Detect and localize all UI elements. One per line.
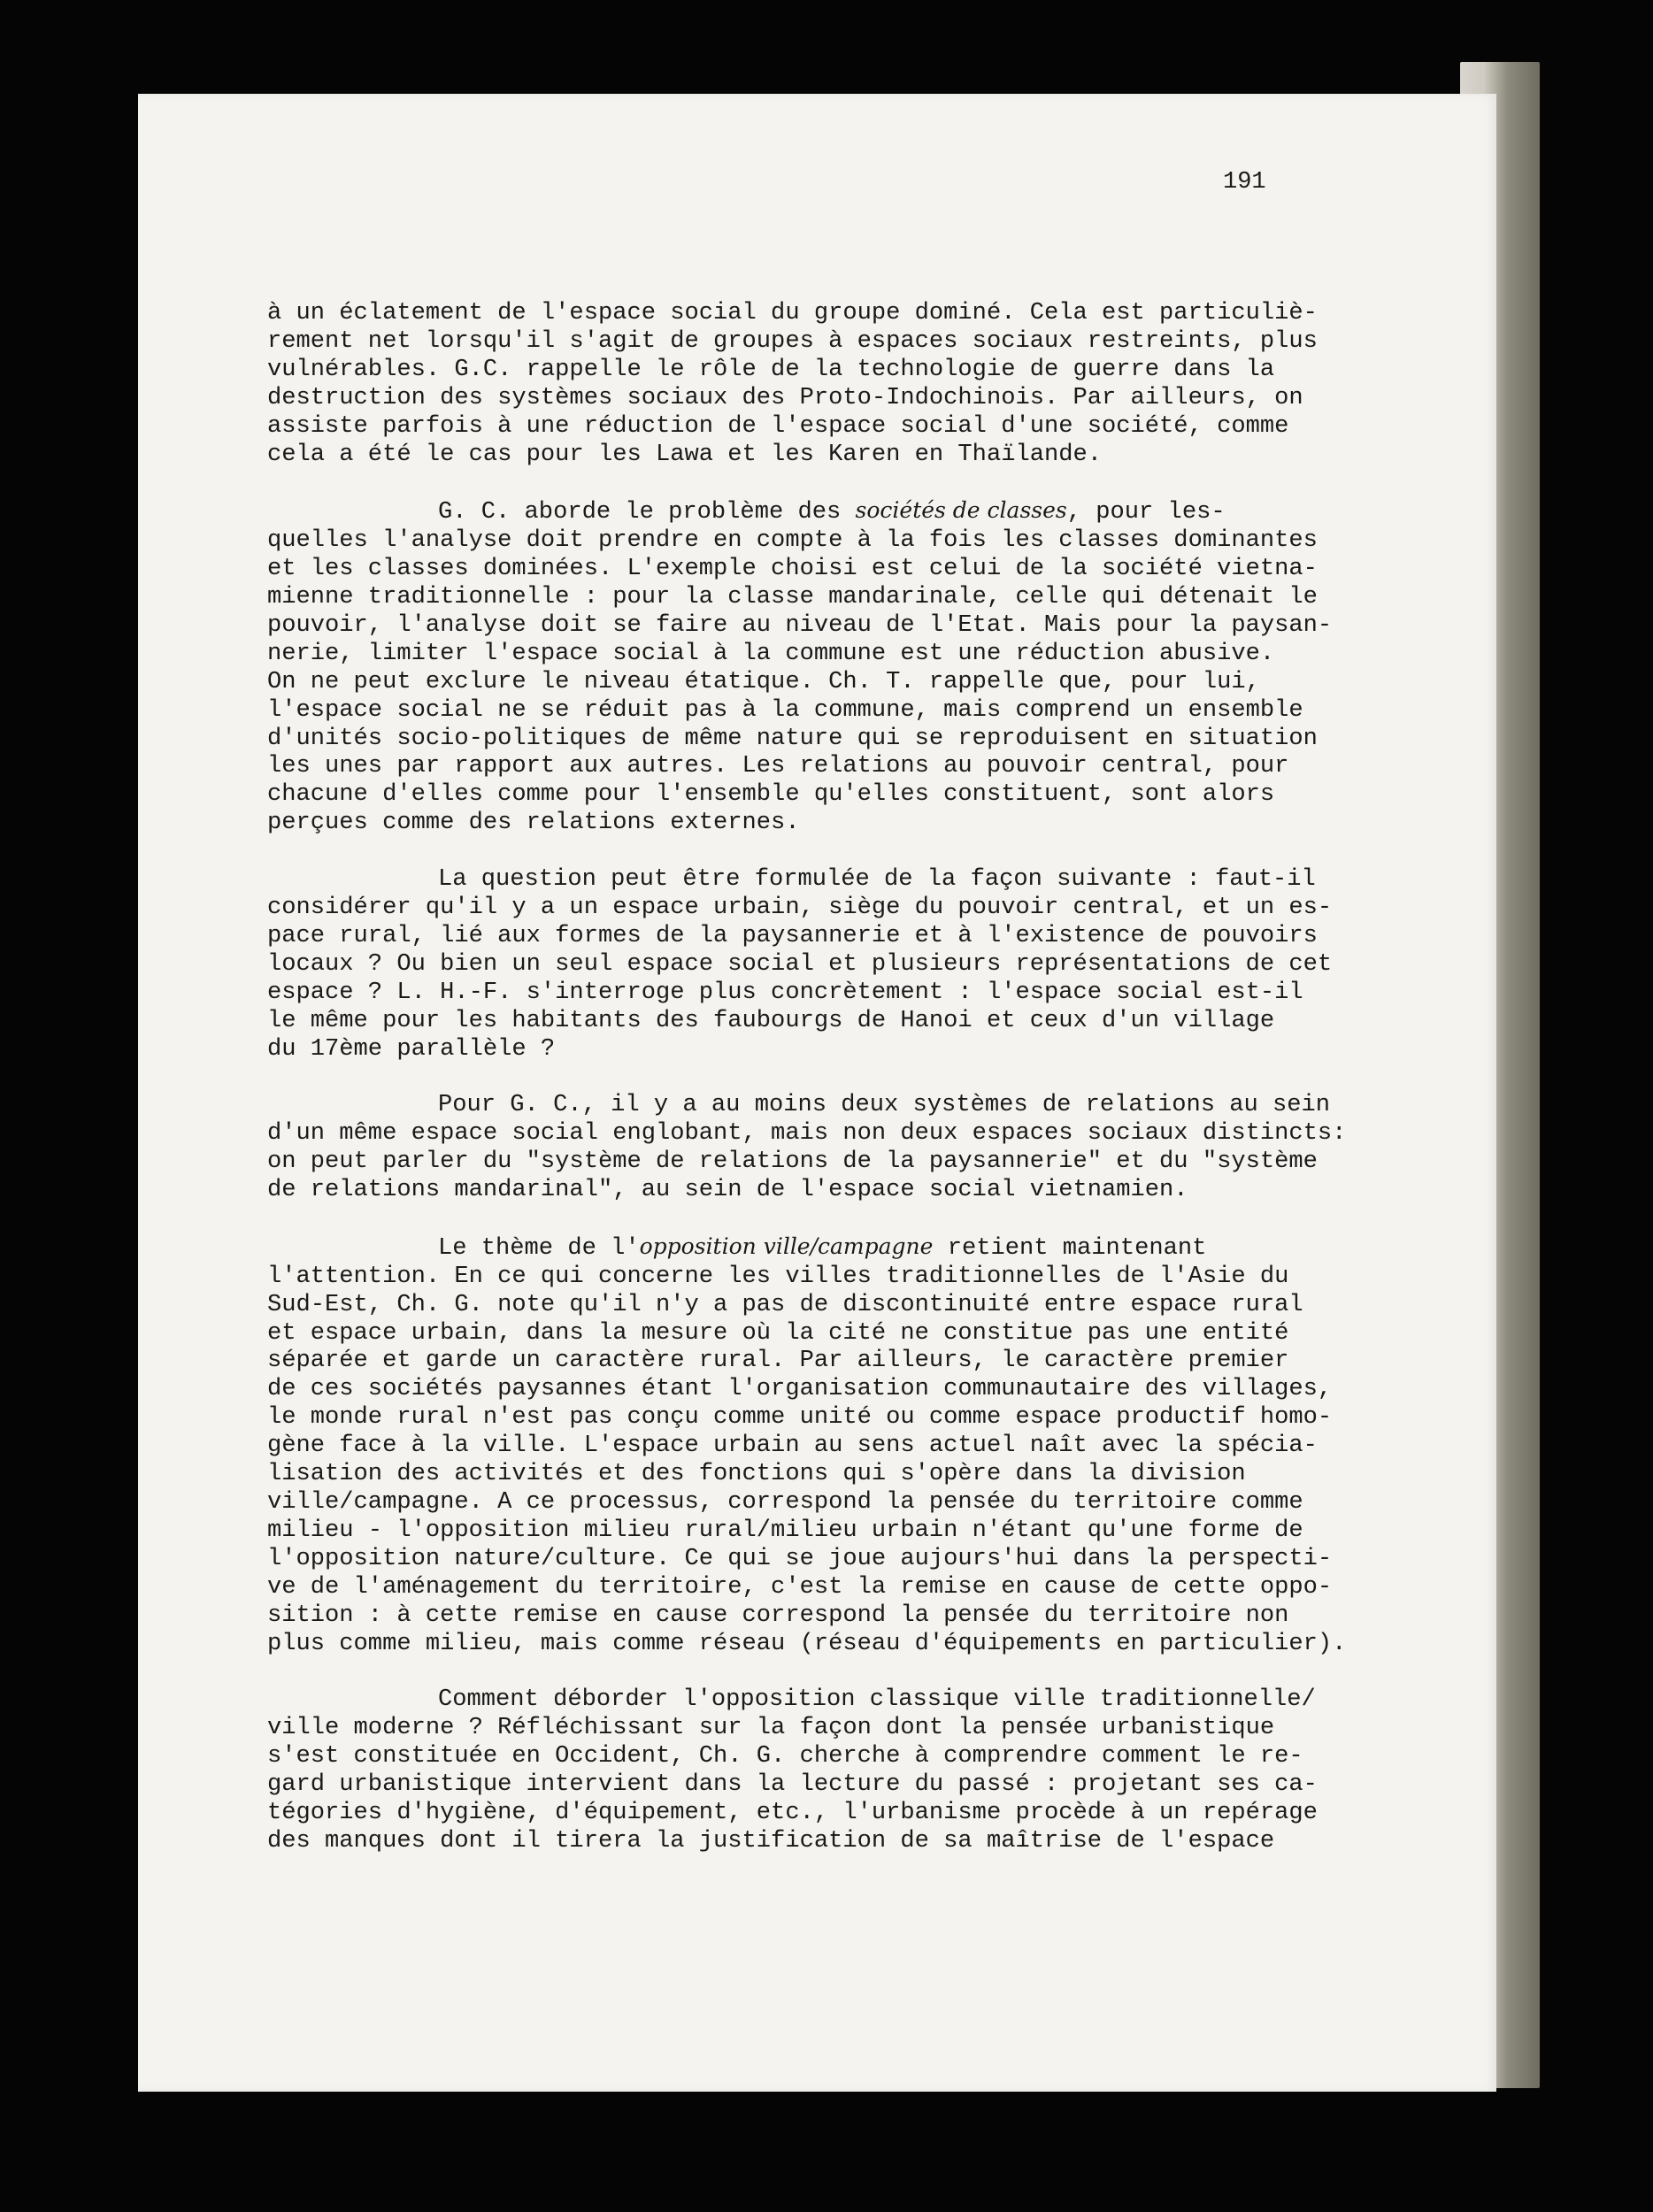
text-line: Sud-Est, Ch. G. note qu'il n'y a pas de discontinuité entre espace rural: [267, 1290, 1303, 1318]
text-line: du 17ème parallèle ?: [267, 1034, 556, 1063]
text-line: ville/campagne. A ce processus, correspond la pensée du territoire comme: [267, 1488, 1303, 1516]
text-line: séparée et garde un caractère rural. Par ailleurs, le caractère premier: [267, 1347, 1289, 1375]
text-line: rement net lorsqu'il s'agit de groupes à espaces sociaux restreints, plus: [267, 326, 1318, 355]
page-number: 191: [1223, 169, 1266, 196]
text-line: La question peut être formulée de la façon suivante : faut-il: [438, 865, 1316, 894]
text-line: nerie, limiter l'espace social à la commune est une réduction abusive.: [267, 639, 1275, 667]
paragraph: [267, 299, 1329, 468]
text-line: perçues comme des relations externes.: [267, 809, 800, 837]
text-line: locaux ? Ou bien un seul espace social et plusieurs représentations de cet: [267, 949, 1333, 978]
text-line: tégories d'hygiène, d'équipement, etc., l'urbanisme procède à un repérage: [267, 1798, 1318, 1826]
italic-phrase: opposition ville/campagne: [639, 1233, 934, 1259]
text-line: assiste parfois à une réduction de l'espace social d'une société, comme: [267, 411, 1289, 440]
text-line: s'est constituée en Occident, Ch. G. cherche à comprendre comment le re-: [267, 1742, 1303, 1770]
text-line: et les classes dominées. L'exemple choisi est celui de la société vietna-: [267, 555, 1318, 583]
text-line: le monde rural n'est pas conçu comme unité ou comme espace productif homo-: [267, 1403, 1333, 1432]
text-line: destruction des systèmes sociaux des Proto-Indochinois. Par ailleurs, on: [267, 383, 1303, 411]
body-text: [267, 299, 1347, 1884]
text-line: l'attention. En ce qui concerne les villes traditionnelles de l'Asie du: [267, 1262, 1289, 1290]
text-line: pouvoir, l'analyse doit se faire au niveau de l'Etat. Mais pour la paysan-: [267, 611, 1333, 639]
paragraph: [267, 496, 1333, 837]
text-line: Comment déborder l'opposition classique ville traditionnelle/: [438, 1686, 1316, 1714]
text-line: sition : à cette remise en cause correspond la pensée du territoire non: [267, 1601, 1289, 1629]
text-line: quelles l'analyse doit prendre en compte à la fois les classes dominantes: [267, 526, 1318, 555]
text-line: On ne peut exclure le niveau étatique. Ch. T. rappelle que, pour lui,: [267, 667, 1260, 695]
text-line: ve de l'aménagement du territoire, c'est la remise en cause de cette oppo-: [267, 1572, 1333, 1601]
text-line: gène face à la ville. L'espace urbain au sens actuel naît avec la spécia-: [267, 1432, 1318, 1460]
text-line: de ces sociétés paysannes étant l'organisation communautaire des villages,: [267, 1375, 1333, 1403]
italic-phrase: sociétés de classes: [855, 497, 1067, 524]
text-line: pace rural, lié aux formes de la paysannerie et à l'existence de pouvoirs: [267, 921, 1318, 949]
paragraph: [267, 1091, 1347, 1204]
text-line: d'un même espace social englobant, mais non deux espaces sociaux distincts:: [267, 1119, 1347, 1148]
paragraph: [267, 1686, 1329, 1855]
text-line: G. C. aborde le problème des sociétés de classes, pour les-: [438, 497, 1226, 526]
text-line: de relations mandarinal", au sein de l'espace social vietnamien.: [267, 1176, 1188, 1204]
text-line: Pour G. C., il y a au moins deux systèmes de relations au sein: [438, 1091, 1331, 1119]
text-line: espace ? L. H.-F. s'interroge plus concrètement : l'espace social est-il: [267, 978, 1303, 1006]
text-line: à un éclatement de l'espace social du groupe dominé. Cela est particuliè-: [267, 299, 1318, 326]
text-line: cela a été le cas pour les Lawa et les Karen en Thaïlande.: [267, 440, 1103, 468]
text-line: ville moderne ? Réfléchissant sur la façon dont la pensée urbanistique: [267, 1714, 1275, 1742]
text-line: Le thème de l'opposition ville/campagne retient maintenant: [438, 1233, 1207, 1262]
text-line: mienne traditionnelle : pour la classe mandarinale, celle qui détenait le: [267, 583, 1318, 611]
text-line: gard urbanistique intervient dans la lecture du passé : projetant ses ca-: [267, 1770, 1318, 1799]
text-line: des manques dont il tirera la justification de sa maîtrise de l'espace: [267, 1826, 1275, 1855]
text-line: considérer qu'il y a un espace urbain, siège du pouvoir central, et un es-: [267, 894, 1333, 921]
text-line: vulnérables. G.C. rappelle le rôle de la technologie de guerre dans la: [267, 355, 1275, 383]
text-line: milieu - l'opposition milieu rural/milieu urbain n'étant qu'une forme de: [267, 1516, 1303, 1544]
text-line: et espace urbain, dans la mesure où la cité ne constitue pas une entité: [267, 1318, 1289, 1347]
text-line: les unes par rapport aux autres. Les relations au pouvoir central, pour: [267, 752, 1289, 780]
text-line: lisation des activités et des fonctions qui s'opère dans la division: [267, 1460, 1246, 1488]
paragraph: [267, 1233, 1347, 1658]
text-line: chacune d'elles comme pour l'ensemble qu'elles constituent, sont alors: [267, 780, 1275, 809]
text-line: le même pour les habitants des faubourgs de Hanoi et ceux d'un village: [267, 1006, 1275, 1034]
text-line: on peut parler du "système de relations de la paysannerie" et du "système: [267, 1148, 1318, 1176]
text-line: l'espace social ne se réduit pas à la commune, mais comprend un ensemble: [267, 695, 1303, 724]
text-line: d'unités socio-politiques de même nature qui se reproduisent en situation: [267, 724, 1318, 752]
text-line: l'opposition nature/culture. Ce qui se joue aujours'hui dans la perspecti-: [267, 1544, 1333, 1572]
paragraph: [267, 865, 1333, 1063]
text-line: plus comme milieu, mais comme réseau (réseau d'équipements en particulier).: [267, 1629, 1347, 1657]
